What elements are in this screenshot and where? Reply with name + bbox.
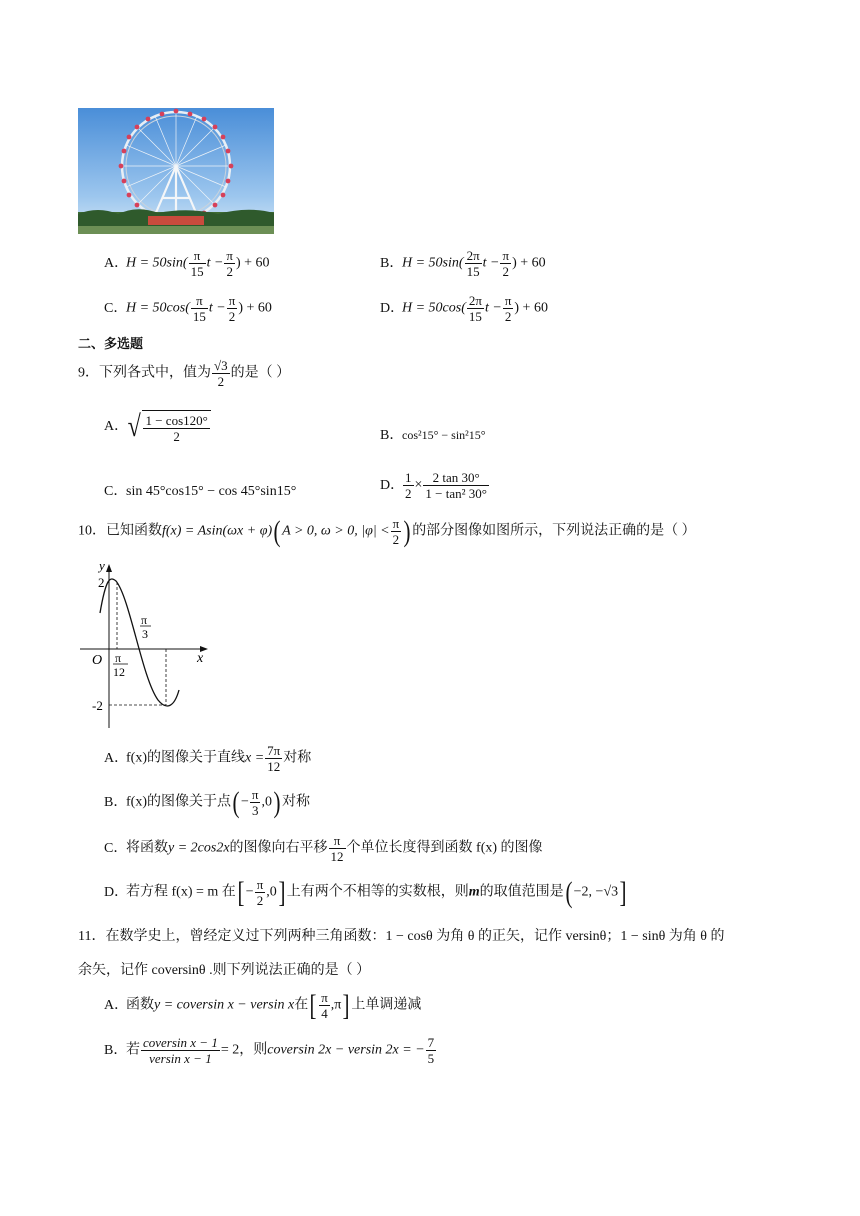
option-text: 在 (294, 997, 309, 1013)
y-axis-arrow-icon (106, 564, 112, 572)
q10-option-b[interactable] (104, 787, 310, 818)
numerator: π (256, 877, 264, 892)
q11-option-a[interactable] (104, 990, 421, 1021)
numerator: 2π (468, 293, 482, 308)
denominator: 2 (256, 893, 264, 908)
option-text: 对称 (283, 750, 312, 766)
numerator: π (226, 248, 233, 263)
section-title: 二、多选题 (78, 337, 144, 352)
numerator: 2π (466, 248, 480, 263)
condition-expr: A > 0, ω > 0, |φ| < (282, 523, 390, 539)
q10-graph (80, 558, 220, 728)
x-axis-label: x (197, 651, 204, 666)
comma-zero: ,0 (261, 794, 272, 810)
q11-stem-line1: 11．在数学史上，曾经定义过下列两种三角函数：1 − cosθ 为角 θ 的正矢，记作 versinθ；1 − sinθ 为角 θ 的 (78, 929, 725, 944)
fraction (465, 248, 482, 279)
q10-option-c[interactable] (104, 833, 543, 864)
y-axis-label: y (99, 558, 105, 573)
stem-text: 的是（ ） (230, 365, 291, 381)
fraction (319, 990, 330, 1021)
fraction (391, 516, 402, 547)
expr: y = 2cos2x (168, 840, 230, 856)
expr: t − (206, 255, 224, 271)
denominator: 3 (251, 803, 259, 818)
option-label: A． (104, 419, 129, 435)
q8-option-d[interactable] (380, 293, 548, 324)
q10-stem (78, 516, 696, 547)
expr: H = 50sin( (126, 255, 188, 271)
right-bracket: ] (278, 875, 286, 909)
left-paren: ( (232, 785, 240, 819)
q8-option-a[interactable] (104, 248, 270, 279)
right-bracket: ] (619, 875, 627, 909)
denominator: 5 (427, 1051, 435, 1066)
option-text: 将函数 (126, 840, 168, 856)
right-paren: ) (273, 785, 281, 819)
numerator: π (502, 248, 510, 263)
numerator: π (504, 293, 512, 308)
option-label: D． (380, 477, 405, 493)
comma-pi: ,π (330, 997, 342, 1013)
q8-option-b[interactable] (380, 248, 546, 279)
times-sign: × (414, 477, 423, 493)
option-text: 的图像向右平移 (229, 840, 328, 856)
option-label: C． (104, 300, 128, 316)
option-label: D． (380, 300, 405, 316)
expr: ) + 60 (238, 300, 272, 316)
minus-sign: − (241, 794, 249, 810)
expr: sin 45°cos15° − cos 45°sin15° (126, 484, 297, 499)
option-text: 对称 (281, 794, 310, 810)
option-text: f(x)的图像关于直线 (126, 750, 245, 766)
option-text: 若 (126, 1042, 140, 1058)
q11-option-b[interactable] (104, 1035, 437, 1066)
stem-text: 的部分图像如图所示，下列说法正确的是（ ） (412, 523, 696, 539)
numerator: coversin x − 1 (143, 1035, 218, 1050)
denominator: 2 (173, 429, 180, 444)
fraction (250, 787, 261, 818)
numerator: π (228, 293, 236, 308)
left-bracket: [ (237, 875, 245, 909)
fraction (265, 743, 282, 774)
fraction (141, 1035, 220, 1066)
fraction (227, 293, 238, 324)
expr: H = 50cos( (402, 300, 466, 316)
fraction (143, 413, 209, 444)
denominator: 15 (190, 264, 204, 279)
expr: ) + 60 (514, 300, 548, 316)
q9-option-c[interactable] (104, 480, 296, 500)
denominator: 4 (321, 1006, 328, 1021)
option-label: B． (104, 1042, 128, 1058)
sine-curve (100, 579, 179, 706)
expr: H = 50cos( (126, 300, 190, 316)
expr: t − (484, 300, 502, 316)
numerator: 1 (405, 470, 412, 485)
denominator: 2 (217, 374, 225, 389)
expr: ) + 60 (512, 255, 546, 271)
option-label: C． (104, 840, 128, 856)
stem-text: 10．已知函数 (78, 523, 162, 539)
right-paren: ) (403, 514, 411, 548)
left-bracket: [ (309, 988, 317, 1022)
option-text: 函数 (126, 997, 154, 1013)
option-label: A． (104, 255, 129, 271)
option-label: D． (104, 884, 129, 900)
denominator: 2 (504, 309, 512, 324)
numerator: π (189, 248, 206, 264)
y-tick-label: -2 (92, 698, 103, 713)
x-tick-numerator: π (141, 613, 148, 627)
numerator: π (329, 833, 346, 849)
q8-option-c[interactable] (104, 293, 272, 324)
right-bracket: ] (342, 988, 350, 1022)
numerator: √3 (214, 358, 228, 373)
fraction (426, 1035, 437, 1066)
fraction (212, 358, 230, 389)
q11-stem-line2: 余矢，记作 coversinθ .则下列说法正确的是（ ） (78, 963, 371, 978)
fraction (224, 248, 235, 279)
denominator: 2 (405, 486, 412, 501)
expr: t − (208, 300, 226, 316)
expr: x = (245, 750, 265, 766)
denominator: 12 (267, 759, 281, 774)
fraction (423, 470, 489, 501)
option-text: 上有两个不相等的实数根，则 (286, 884, 469, 900)
numerator: π (191, 293, 208, 309)
expr: ) + 60 (235, 255, 270, 271)
fraction (500, 248, 511, 279)
left-paren: ( (565, 875, 573, 909)
x-tick-numerator: π (115, 651, 122, 665)
stem-text: 9．下列各式中，值为 (78, 365, 211, 381)
option-label: C． (104, 484, 128, 499)
denominator: 15 (466, 264, 480, 279)
expr: y = coversin x − versin x (154, 997, 295, 1013)
denominator: 2 (502, 264, 510, 279)
fraction (503, 293, 514, 324)
numerator: π (392, 516, 400, 531)
minus-sign: − (245, 884, 254, 900)
q10-option-a[interactable] (104, 743, 311, 774)
fraction (255, 877, 266, 908)
option-label: B． (104, 794, 128, 810)
expr: coversin 2x − versin 2x = − (267, 1042, 425, 1058)
q9-option-a[interactable] (104, 410, 211, 444)
option-label: A． (104, 750, 129, 766)
option-text: 上单调递减 (351, 997, 422, 1013)
variable: m (468, 884, 480, 900)
denominator: 15 (192, 309, 206, 324)
expr: H = 50sin( (402, 255, 464, 271)
q9-option-b[interactable] (380, 424, 486, 444)
denominator: 1 − tan² 30° (425, 486, 487, 501)
origin-label: O (92, 653, 103, 668)
numerator: 7π (267, 743, 281, 758)
option-text: = 2，则 (220, 1042, 268, 1058)
ferris-wheel-photo (78, 108, 274, 234)
denominator: 15 (468, 309, 482, 324)
numerator: 1 − cos120° (145, 413, 208, 428)
numerator: 7 (427, 1035, 435, 1050)
expr: cos²15° − sin²15° (402, 428, 486, 442)
option-label: B． (380, 428, 404, 443)
numerator: 2 tan 30° (423, 470, 489, 486)
option-text: 个单位长度得到函数 f(x) 的图像 (346, 840, 543, 856)
x-tick-denominator: 12 (113, 665, 125, 679)
function-expr: f(x) = Asin(ωx + φ) (162, 523, 273, 539)
radical-sign: √ (127, 410, 141, 443)
fraction (467, 293, 484, 324)
denominator: versin x − 1 (149, 1051, 212, 1066)
denominator: 12 (330, 849, 344, 864)
fraction (191, 293, 208, 324)
denominator: 2 (226, 264, 233, 279)
x-tick-denominator: 3 (142, 627, 148, 641)
option-label: B． (380, 255, 404, 271)
denominator: 2 (228, 309, 236, 324)
fraction (403, 470, 414, 501)
left-paren: ( (273, 514, 281, 548)
comma-zero: ,0 (266, 884, 277, 900)
option-label: A． (104, 997, 129, 1013)
q9-stem (78, 358, 290, 389)
q9-option-d[interactable] (380, 470, 490, 501)
fraction (329, 833, 346, 864)
option-text: f(x)的图像关于点 (126, 794, 231, 810)
q10-option-d[interactable] (104, 877, 628, 908)
radicand (142, 410, 210, 444)
fraction (189, 248, 206, 279)
sqrt (126, 410, 211, 444)
numerator: π (321, 990, 328, 1005)
denominator: 2 (392, 532, 400, 547)
expr: t − (482, 255, 500, 271)
option-text: 若方程 f(x) = m 在 (126, 884, 236, 900)
y-tick-label: 2 (98, 575, 105, 590)
option-text: 的取值范围是 (479, 884, 564, 900)
numerator: π (251, 787, 259, 802)
range-expr: −2, −√3 (573, 884, 619, 900)
